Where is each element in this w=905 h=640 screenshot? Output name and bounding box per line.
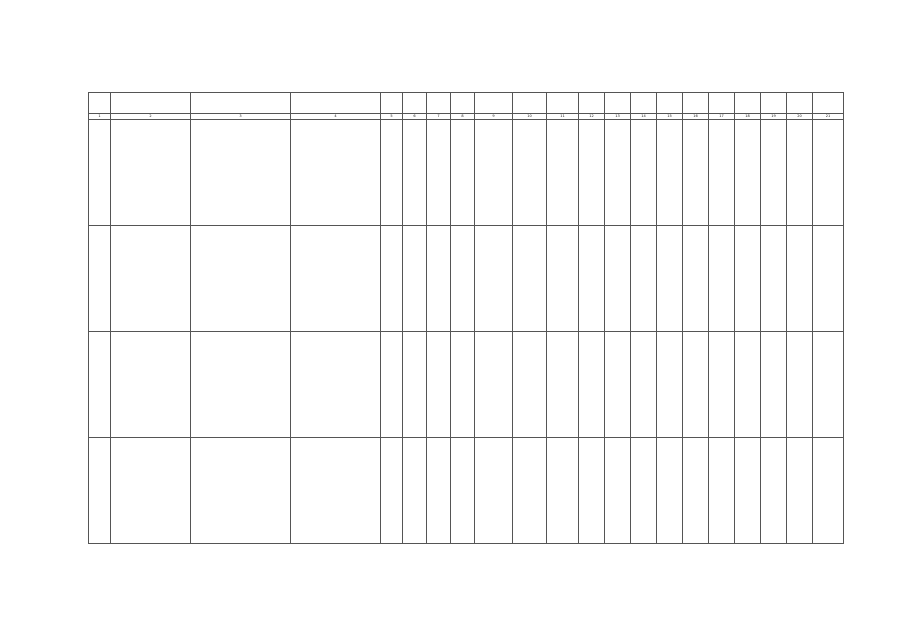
column-number-cell: 1	[89, 114, 111, 120]
table-cell	[381, 332, 403, 438]
header-cell	[631, 93, 657, 114]
header-cell	[403, 93, 427, 114]
table-cell	[761, 438, 787, 544]
table-cell	[683, 438, 709, 544]
table-cell	[683, 226, 709, 332]
header-cell	[657, 93, 683, 114]
table-cell	[709, 120, 735, 226]
table-cell	[89, 438, 111, 544]
table-cell	[403, 332, 427, 438]
table-cell	[709, 226, 735, 332]
column-number-cell: 8	[451, 114, 475, 120]
column-number-cell: 17	[709, 114, 735, 120]
table-cell	[683, 120, 709, 226]
header-cell	[761, 93, 787, 114]
table-cell	[787, 120, 813, 226]
header-cell	[683, 93, 709, 114]
header-cell	[605, 93, 631, 114]
table-cell	[191, 226, 291, 332]
column-number-cell: 3	[191, 114, 291, 120]
table-cell	[787, 438, 813, 544]
document-sheet	[88, 92, 831, 544]
table-cell	[631, 332, 657, 438]
table-cell	[579, 120, 605, 226]
column-number-cell: 18	[735, 114, 761, 120]
table-cell	[735, 226, 761, 332]
table-cell	[579, 332, 605, 438]
table-cell	[191, 438, 291, 544]
column-number-cell: 11	[547, 114, 579, 120]
header-cell	[89, 93, 111, 114]
table-cell	[381, 120, 403, 226]
investment-table	[88, 92, 844, 544]
table-cell	[657, 120, 683, 226]
table-cell	[813, 438, 844, 544]
column-number-cell: 13	[605, 114, 631, 120]
table-cell	[451, 120, 475, 226]
column-number-cell: 16	[683, 114, 709, 120]
table-cell	[89, 120, 111, 226]
table-cell	[547, 438, 579, 544]
table-row	[89, 120, 844, 226]
table-cell	[605, 438, 631, 544]
header-cell	[291, 93, 381, 114]
table-cell	[475, 226, 513, 332]
column-number-cell: 7	[427, 114, 451, 120]
table-cell	[111, 438, 191, 544]
table-cell	[579, 226, 605, 332]
header-cell	[547, 93, 579, 114]
table-cell	[547, 120, 579, 226]
table-cell	[813, 120, 844, 226]
column-number-cell: 10	[513, 114, 547, 120]
table-row	[89, 438, 844, 544]
table-cell	[111, 332, 191, 438]
header-cell	[451, 93, 475, 114]
table-cell	[813, 226, 844, 332]
table-cell	[657, 332, 683, 438]
table-cell	[381, 226, 403, 332]
table-cell	[547, 332, 579, 438]
table-cell	[111, 226, 191, 332]
table-cell	[403, 226, 427, 332]
header-cell	[709, 93, 735, 114]
table-header-row	[89, 93, 844, 114]
table-cell	[291, 226, 381, 332]
table-cell	[427, 332, 451, 438]
header-cell	[427, 93, 451, 114]
table-cell	[111, 120, 191, 226]
header-cell	[813, 93, 844, 114]
column-number-cell: 6	[403, 114, 427, 120]
header-cell	[579, 93, 605, 114]
table-cell	[451, 438, 475, 544]
table-cell	[451, 226, 475, 332]
table-cell	[735, 120, 761, 226]
table-cell	[787, 226, 813, 332]
header-cell	[513, 93, 547, 114]
table-cell	[631, 438, 657, 544]
column-number-cell: 20	[787, 114, 813, 120]
table-cell	[761, 332, 787, 438]
column-number-cell: 19	[761, 114, 787, 120]
header-cell	[191, 93, 291, 114]
table-cell	[787, 332, 813, 438]
table-cell	[427, 226, 451, 332]
table-cell	[475, 438, 513, 544]
column-number-cell: 15	[657, 114, 683, 120]
header-cell	[735, 93, 761, 114]
column-number-cell: 9	[475, 114, 513, 120]
table-cell	[735, 438, 761, 544]
table-cell	[547, 226, 579, 332]
table-cell	[709, 438, 735, 544]
table-cell	[291, 120, 381, 226]
table-cell	[813, 332, 844, 438]
table-cell	[513, 226, 547, 332]
header-cell	[111, 93, 191, 114]
table-cell	[657, 438, 683, 544]
column-number-cell: 14	[631, 114, 657, 120]
table-cell	[513, 120, 547, 226]
table-cell	[451, 332, 475, 438]
header-cell	[475, 93, 513, 114]
table-cell	[683, 332, 709, 438]
table-cell	[761, 226, 787, 332]
table-cell	[631, 120, 657, 226]
table-cell	[403, 438, 427, 544]
table-cell	[475, 120, 513, 226]
table-cell	[513, 332, 547, 438]
table-row	[89, 332, 844, 438]
table-cell	[605, 120, 631, 226]
column-number-cell: 12	[579, 114, 605, 120]
table-cell	[709, 332, 735, 438]
header-cell	[787, 93, 813, 114]
table-cell	[89, 332, 111, 438]
table-cell	[427, 120, 451, 226]
table-cell	[657, 226, 683, 332]
table-cell	[191, 332, 291, 438]
table-cell	[631, 226, 657, 332]
table-cell	[513, 438, 547, 544]
table-cell	[427, 438, 451, 544]
table-cell	[475, 332, 513, 438]
column-number-cell: 5	[381, 114, 403, 120]
table-cell	[605, 332, 631, 438]
table-cell	[403, 120, 427, 226]
table-cell	[291, 438, 381, 544]
table-cell	[291, 332, 381, 438]
table-cell	[761, 120, 787, 226]
table-cell	[735, 332, 761, 438]
table-row	[89, 226, 844, 332]
column-number-cell: 21	[813, 114, 844, 120]
header-cell	[381, 93, 403, 114]
column-number-cell: 2	[111, 114, 191, 120]
table-cell	[579, 438, 605, 544]
table-cell	[605, 226, 631, 332]
table-cell	[191, 120, 291, 226]
column-number-cell: 4	[291, 114, 381, 120]
table-cell	[381, 438, 403, 544]
table-cell	[89, 226, 111, 332]
